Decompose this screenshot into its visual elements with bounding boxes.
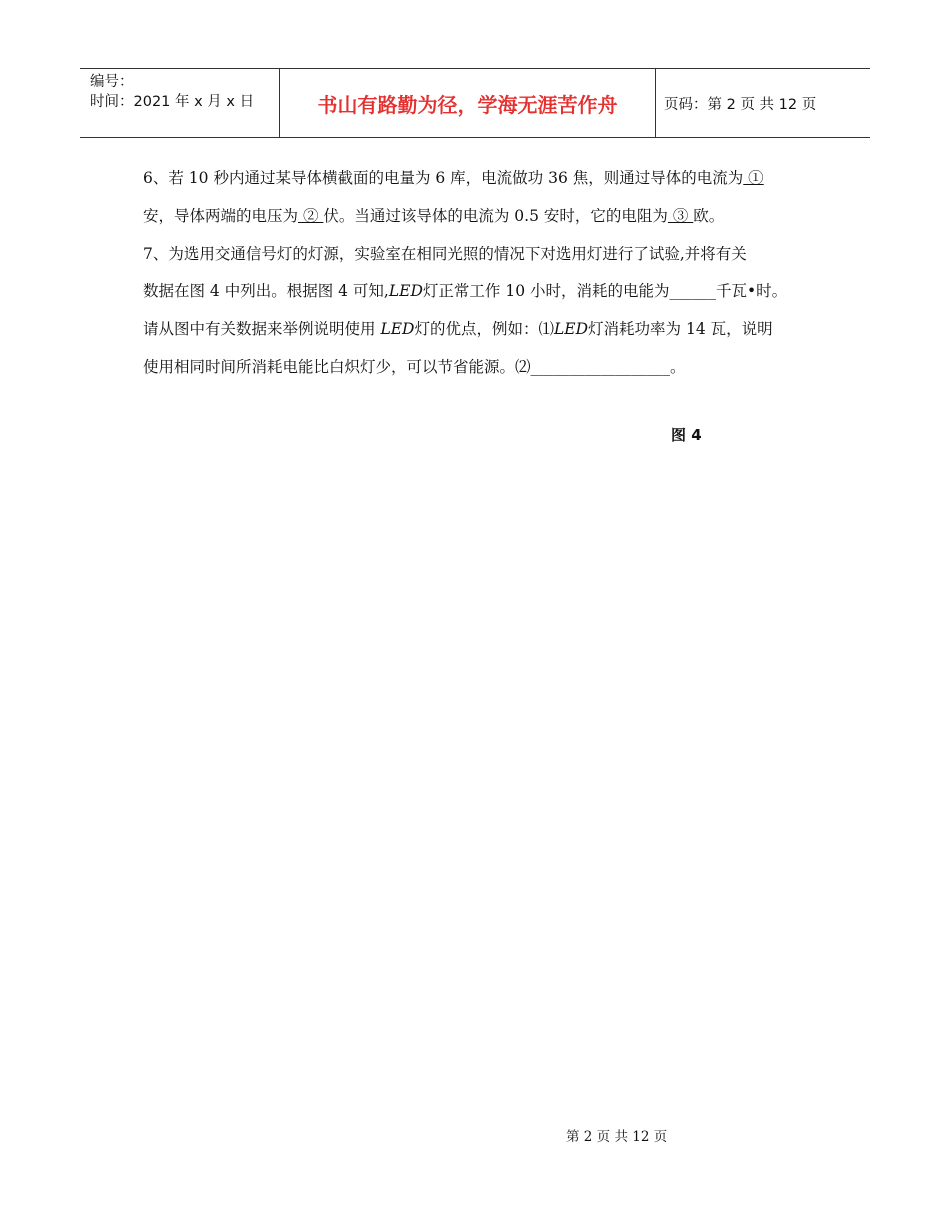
blank-4: ______ <box>669 282 716 301</box>
header-meta-cell <box>80 69 280 137</box>
led-term: LED <box>388 282 423 301</box>
q7-text-d: 请从图中有关数据来举例说明使用 <box>143 320 381 339</box>
q7-text-a: 数据在图 4 中列出。根据图 4 可知, <box>143 282 389 301</box>
blank-1: ① <box>743 169 764 187</box>
q6-text-c: 伏。当通过该导体的电流为 0.5 安时，它的电阻为 <box>323 206 668 225</box>
q7-text-b: 灯正常工作 10 小时，消耗的电能为 <box>422 282 670 301</box>
page-footer: 第 2 页 共 12 页 <box>566 1129 668 1145</box>
date-label: 时间：2021 年 x 月 x 日 <box>90 94 255 110</box>
blank-5: __________________ <box>530 357 671 376</box>
blank-3: ③ <box>667 206 694 225</box>
page-code: 页码：第 2 页 共 12 页 <box>664 96 817 113</box>
header-table <box>80 68 870 138</box>
q6-text-d: 欧。 <box>693 206 725 225</box>
led-term: LED <box>380 320 415 339</box>
q7-text-f: 灯消耗功率为 14 瓦，说明 <box>588 320 773 339</box>
serial-label: 编号： <box>90 74 134 90</box>
question-body <box>143 160 833 387</box>
q7-line-1: 7、为选用交通信号灯的灯源，实验室在相同光照的情况下对选用灯进行了试验,并将有关 <box>143 244 747 263</box>
motto: 书山有路勤为径，学海无涯苦作舟 <box>280 69 656 137</box>
q7-line-2 <box>143 273 833 311</box>
figure-label: 图 4 <box>671 426 702 444</box>
q6-line-1 <box>143 160 833 198</box>
q7-text-g: 使用相同时间所消耗电能比白炽灯少，可以节省能源。⑵ <box>143 357 531 376</box>
q7-line-4 <box>143 349 833 387</box>
blank-2: ② <box>298 206 324 225</box>
q7-text-c: 千瓦•时。 <box>716 282 788 301</box>
q7-text-h: 。 <box>670 357 686 376</box>
led-term: LED <box>554 320 589 339</box>
q7-text-e: 灯的优点，例如：⑴ <box>414 320 554 339</box>
q6-line-2 <box>143 198 833 236</box>
q6-text-b: 安，导体两端的电压为 <box>143 206 299 225</box>
q7-line-3 <box>143 311 833 349</box>
q6-text-a: 6、若 10 秒内通过某导体横截面的电量为 6 库，电流做功 36 焦，则通过导体的电流为 <box>143 169 744 187</box>
